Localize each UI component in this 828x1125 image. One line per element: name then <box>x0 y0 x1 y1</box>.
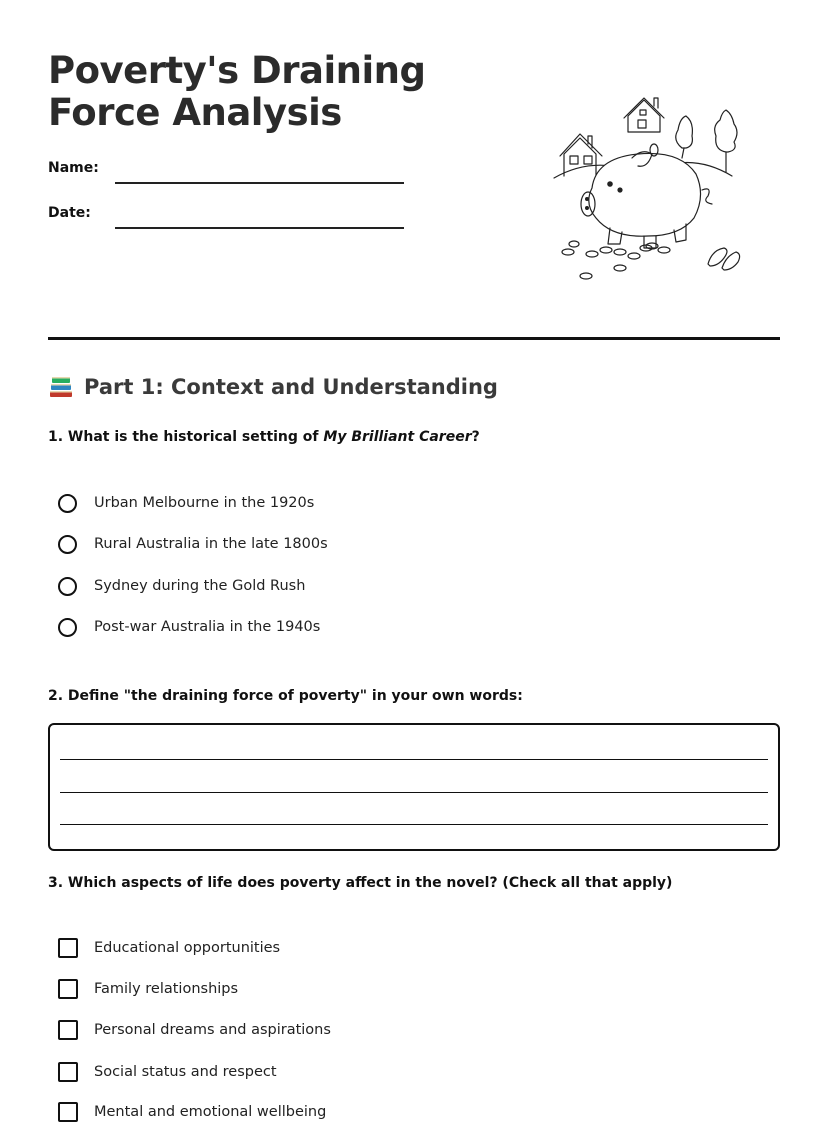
question-2: 2. Define "the draining force of poverty" in your own words: <box>48 688 523 704</box>
part1-heading <box>48 374 498 400</box>
q1-option-2[interactable] <box>58 531 328 557</box>
checkbox[interactable] <box>58 1062 78 1082</box>
q1-option-1-label: Urban Melbourne in the 1920s <box>94 495 315 511</box>
q1-option-4[interactable] <box>58 614 320 640</box>
books-icon <box>48 374 74 400</box>
question-3: 3. Which aspects of life does poverty affect in the novel? (Check all that apply) <box>48 875 673 891</box>
q3-option-1[interactable] <box>58 935 280 961</box>
question-1-suffix: ? <box>471 429 480 445</box>
name-label: Name: <box>48 160 99 176</box>
question-1-book-title: My Brilliant Career <box>323 429 472 445</box>
q1-option-3-label: Sydney during the Gold Rush <box>94 578 306 594</box>
answer-line <box>60 759 768 760</box>
checkbox[interactable] <box>58 938 78 958</box>
q1-option-1[interactable] <box>58 490 314 516</box>
question-1-prefix: 1. What is the historical setting of <box>48 429 324 445</box>
q1-option-3[interactable] <box>58 573 305 599</box>
date-label: Date: <box>48 205 91 221</box>
q3-option-4-label: Social status and respect <box>94 1064 277 1080</box>
header-divider <box>48 337 780 340</box>
answer-line <box>60 824 768 825</box>
q3-option-1-label: Educational opportunities <box>94 940 281 956</box>
checkbox[interactable] <box>58 979 78 999</box>
q3-option-5-label: Mental and emotional wellbeing <box>94 1104 327 1120</box>
radio-button[interactable] <box>58 577 77 596</box>
date-field-row <box>48 205 408 239</box>
name-field-row <box>48 160 408 194</box>
piggy-bank-illustration <box>552 92 748 288</box>
checkbox[interactable] <box>58 1102 78 1122</box>
name-field[interactable] <box>115 182 404 184</box>
radio-button[interactable] <box>58 535 77 554</box>
q1-option-2-label: Rural Australia in the late 1800s <box>94 536 328 552</box>
q3-option-3-label: Personal dreams and aspirations <box>94 1022 331 1038</box>
radio-button[interactable] <box>58 494 77 513</box>
answer-line <box>60 792 768 793</box>
part1-heading-text: Part 1: Context and Understanding <box>84 375 498 399</box>
q1-option-4-label: Post-war Australia in the 1940s <box>94 619 321 635</box>
q3-option-4[interactable] <box>58 1059 277 1085</box>
question-1 <box>48 429 480 445</box>
q3-option-3[interactable] <box>58 1017 331 1043</box>
q3-option-5[interactable] <box>58 1099 326 1125</box>
worksheet-title: Poverty's Draining Force Analysis <box>48 49 426 134</box>
radio-button[interactable] <box>58 618 77 637</box>
q3-option-2[interactable] <box>58 976 238 1002</box>
date-field[interactable] <box>115 227 404 229</box>
q3-option-2-label: Family relationships <box>94 981 239 997</box>
checkbox[interactable] <box>58 1020 78 1040</box>
q2-answer-box[interactable] <box>48 723 780 851</box>
